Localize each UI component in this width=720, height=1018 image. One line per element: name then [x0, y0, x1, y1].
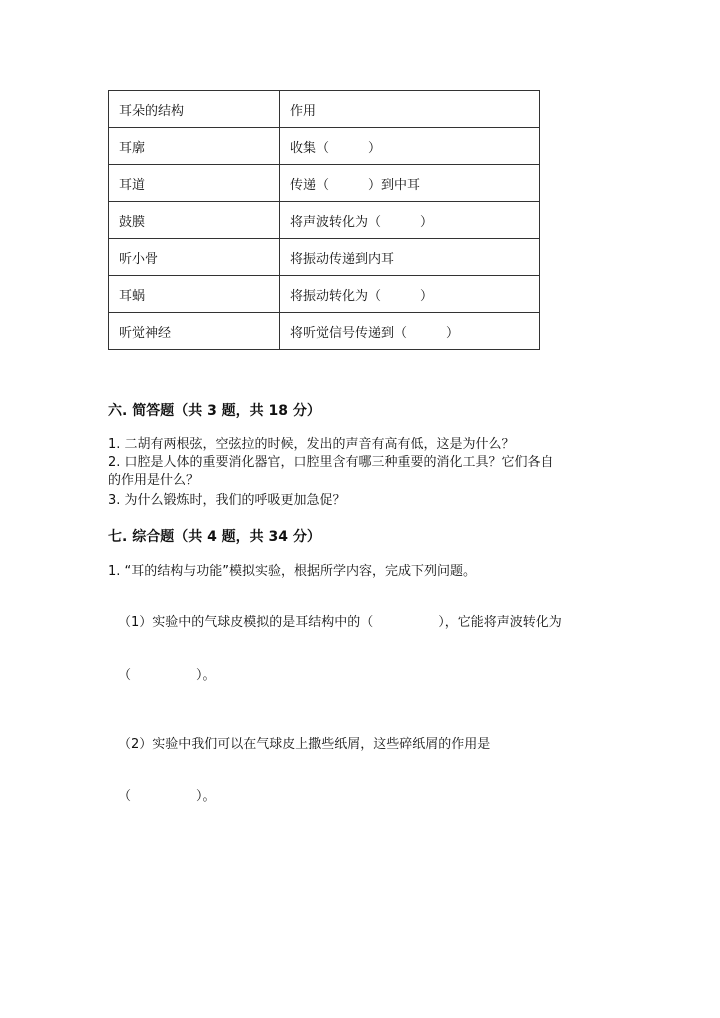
question-6-2-line1: 2. 口腔是人体的重要消化器官，口腔里含有哪三种重要的消化工具？它们各自 [108, 455, 554, 470]
ear-structure-table [108, 90, 540, 350]
part-2-line2: （ ）。 [118, 789, 216, 804]
table-cell: 耳道 [109, 165, 280, 202]
table-cell: 将听觉信号传递到（ ） [280, 313, 540, 350]
table-cell: 传递（ ）到中耳 [280, 165, 540, 202]
part-1-line1: （1）实验中的气球皮模拟的是耳结构中的（ ），它能将声波转化为 [118, 615, 562, 630]
table-cell: 收集（ ） [280, 128, 540, 165]
section-6-title: 六. 简答题（共 3 题，共 18 分） [108, 403, 321, 419]
question-6-2-line2: 的作用是什么？ [108, 473, 200, 488]
part-1-line2: （ ）。 [118, 668, 216, 683]
table-cell: 耳廓 [109, 128, 280, 165]
table-row [109, 313, 540, 350]
question-6-3: 3. 为什么锻炼时，我们的呼吸更加急促？ [108, 493, 346, 508]
table-row [109, 202, 540, 239]
table-cell: 将振动转化为（ ） [280, 276, 540, 313]
table-cell: 听小骨 [109, 239, 280, 276]
table-cell: 将振动传递到内耳 [280, 239, 540, 276]
table-cell: 耳朵的结构 [109, 91, 280, 128]
table-row [109, 239, 540, 276]
table-header-row [109, 91, 540, 128]
table-row [109, 165, 540, 202]
question-6-1: 1. 二胡有两根弦，空弦拉的时候，发出的声音有高有低，这是为什么？ [108, 437, 515, 452]
table-row [109, 128, 540, 165]
question-7-1: 1. “耳的结构与功能”模拟实验，根据所学内容，完成下列问题。 [108, 564, 477, 579]
section-7-title: 七. 综合题（共 4 题，共 34 分） [108, 529, 321, 545]
table-cell: 将声波转化为（ ） [280, 202, 540, 239]
table-cell: 作用 [280, 91, 540, 128]
table-cell: 听觉神经 [109, 313, 280, 350]
part-2-line1: （2）实验中我们可以在气球皮上撒些纸屑，这些碎纸屑的作用是 [118, 737, 491, 752]
table-row [109, 276, 540, 313]
table-cell: 鼓膜 [109, 202, 280, 239]
table-cell: 耳蜗 [109, 276, 280, 313]
